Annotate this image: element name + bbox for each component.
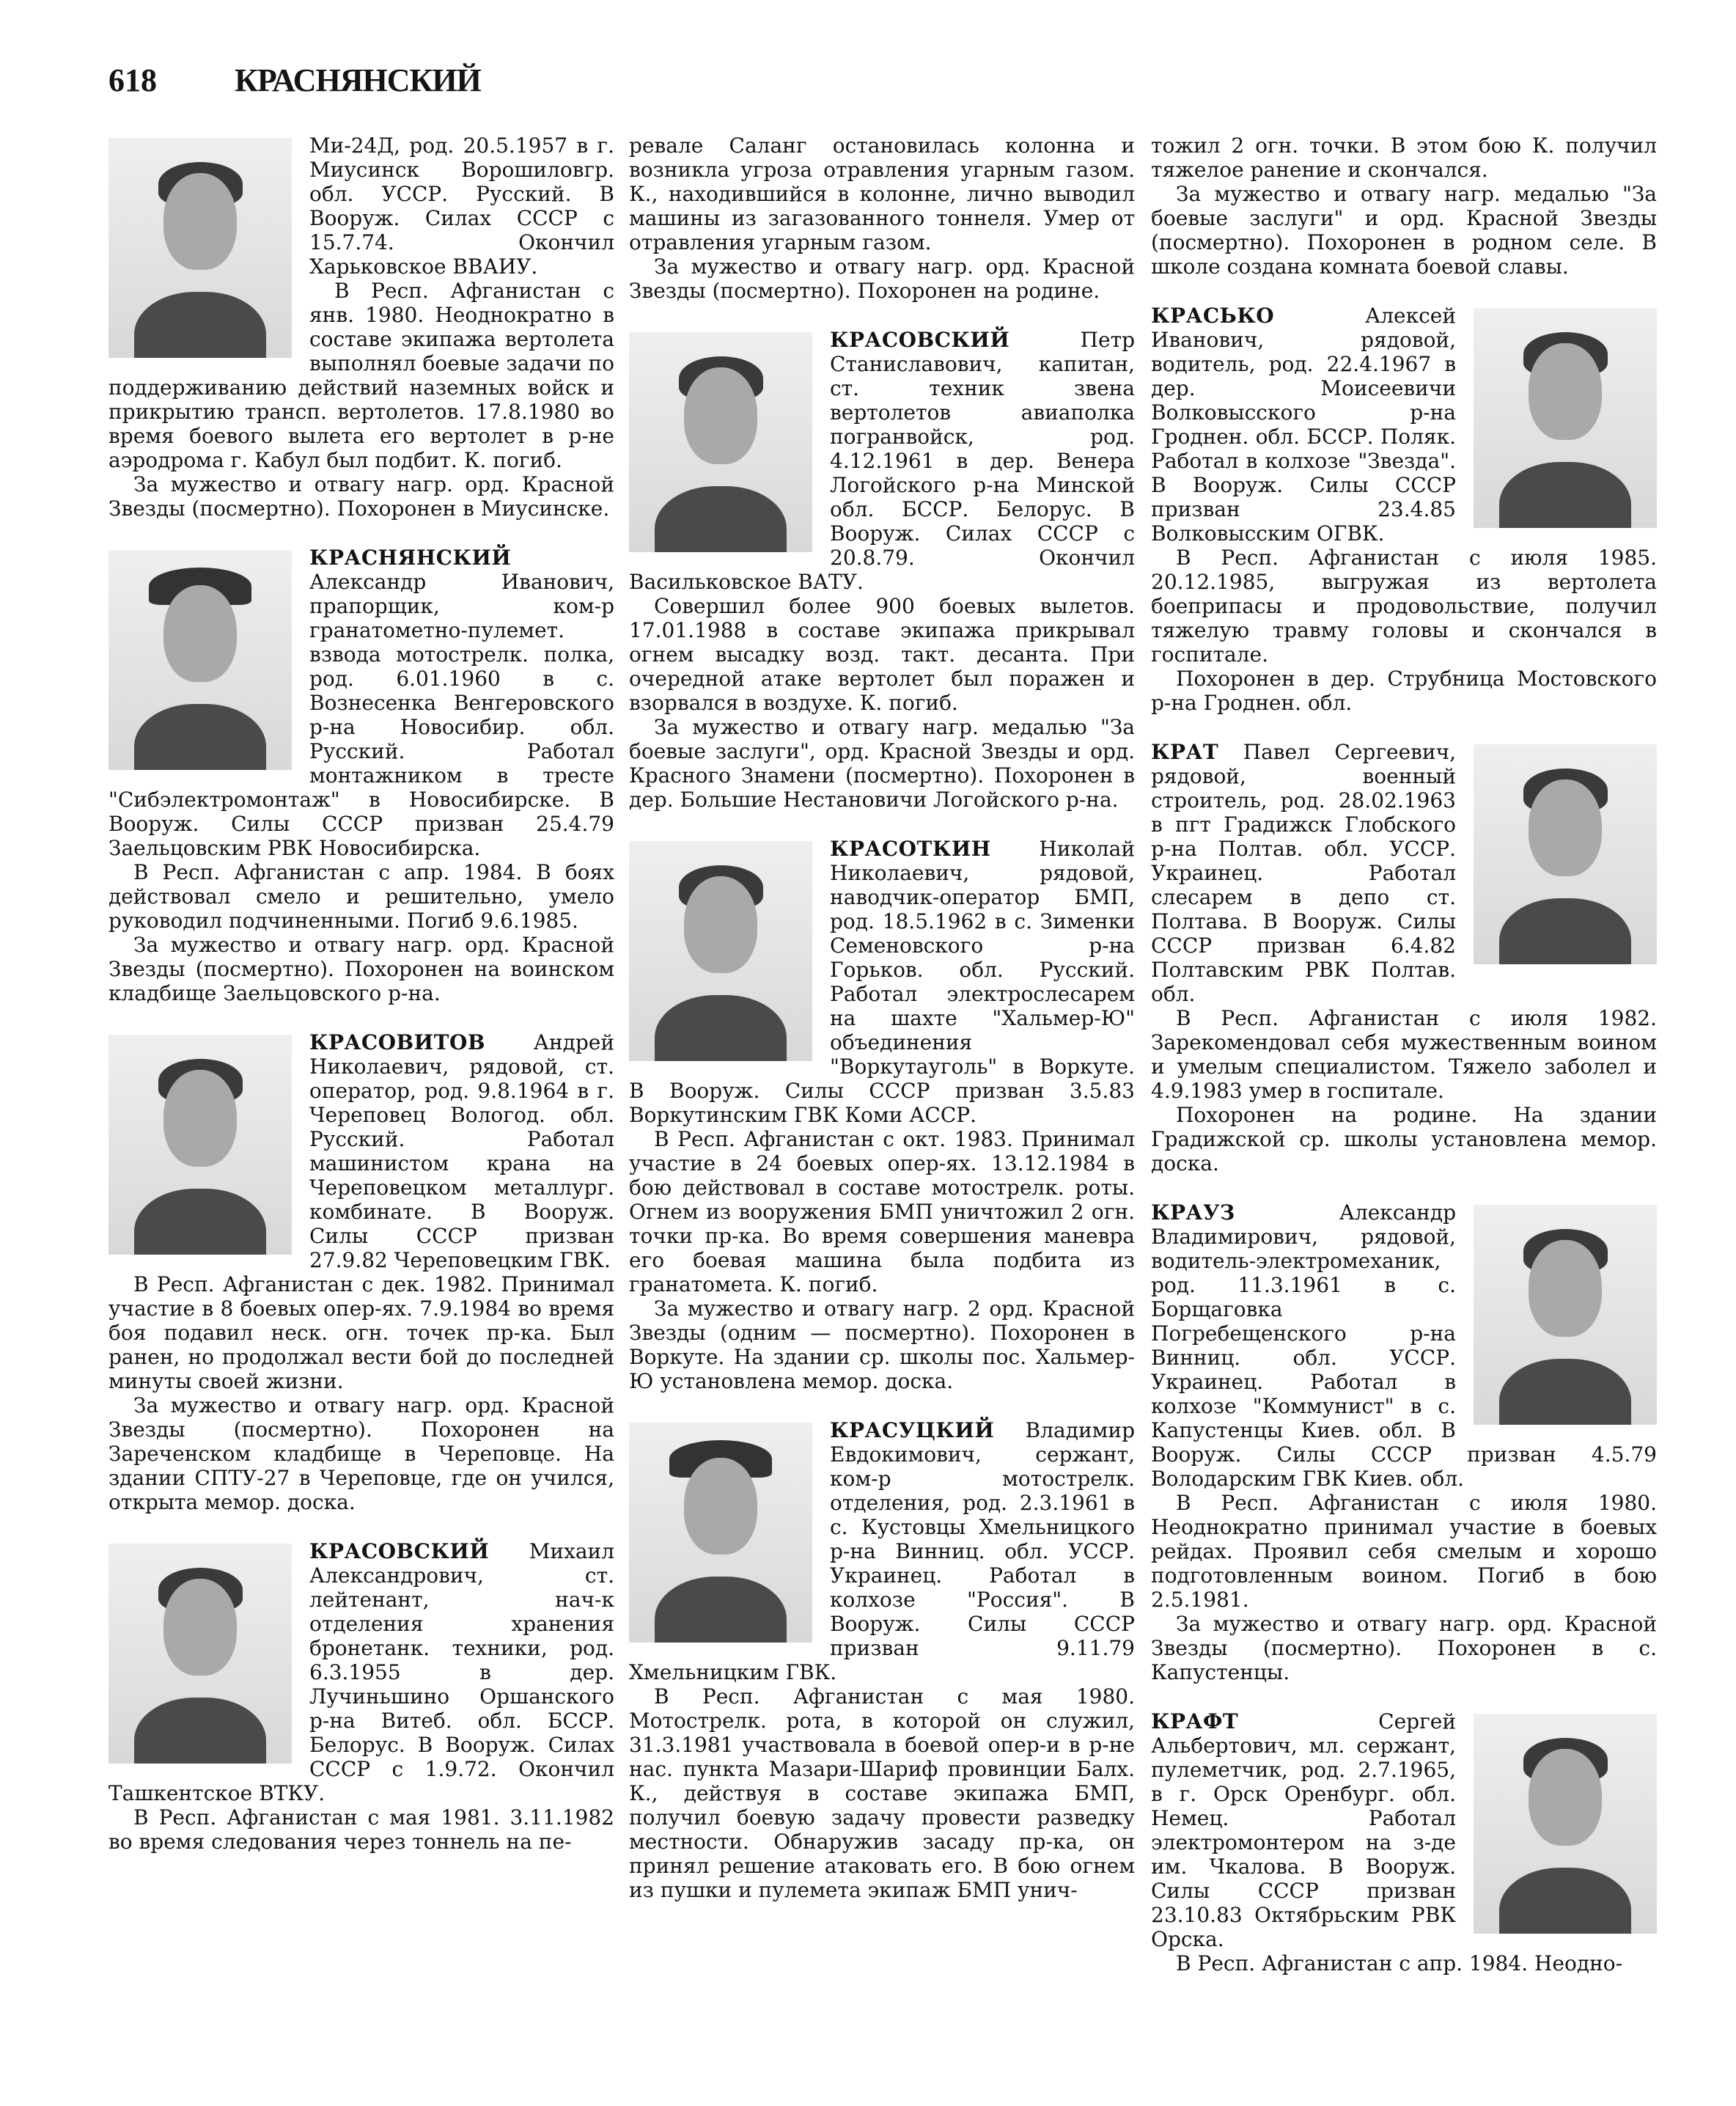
entry-surname: КРАСУЦКИЙ [830,1418,995,1442]
entry-krauz [1151,1200,1657,1684]
entry-krasutskiy [629,1418,1135,1902]
entry-award: За мужество и отвагу нагр. орд. Красной Звезды (посмертно). Похоронен на воинском кладбище Заельцовского р-на. [108,933,614,1005]
portrait-photo [1474,1714,1657,1934]
entry-award: За мужество и отвагу нагр. орд. Красной Звезды (посмертно). Похоронен на Зареченском кладбище в Череповце. На здании СПТУ-27 в Череповце, где он учился, открыта мемор. доска. [108,1393,614,1514]
entry-krasotkin [629,837,1135,1393]
continued-entry [629,133,1135,303]
entry-service: В Респ. Афганистан с мая 1980. Мотострелк. рота, в которой он служил, 31.3.1981 участвовала в боевой опер-и в р-не нас. пункта Мазари-Шариф провинции Балх. К., действуя в составе экипажа БМП, получил боевую задачу провести разведку местности. Обнаружив засаду пр-ка, он принял решение атаковать его. В бою огнем из пушки и пулемета экипаж БМП унич- [629,1684,1135,1902]
entry-krasko [1151,304,1657,715]
entry-award: За мужество и отвагу нагр. орд. Красной Звезды (посмертно). Похоронен в с. Капустенцы. [1151,1612,1657,1684]
entry-surname: КРАУЗ [1151,1200,1235,1225]
continued-entry [108,133,614,521]
entry-surname: КРАСОВСКИЙ [830,328,1010,352]
portrait-photo [108,550,292,770]
entry-krasovskiy-p [629,328,1135,812]
entry-service: В Респ. Афганистан с янв. 1980. Неоднократно в составе экипажа вертолета выполнял боевые задачи по поддерживанию действий наземных войск и прикрытию трансп. вертолетов. 17.8.1980 во время боевого вылета его вертолет в р-не аэродрома г. Кабул был подбит. К. погиб. [108,279,614,472]
entry-krasnyanskiy [108,546,614,1005]
entry-bio: КРАСОТКИН Николай Николаевич, рядовой, наводчик-оператор БМП, род. 18.5.1962 в с. Зименки Семеновского р-на Горьков. обл. Русский. Работал электрослесарем на шахте "Хальмер-Ю" объединения "Воркутауголь" в Воркуте. В Вооруж. Силы СССР призван 3.5.83 Воркутинским ГВК Коми АССР. [629,837,1135,1127]
entry-krasovitov [108,1030,614,1514]
running-head: КРАСНЯНСКИЙ [235,62,481,98]
page-number: 618 [108,62,157,98]
portrait-photo [629,841,812,1061]
entry-surname: КРАСЬКО [1151,304,1275,328]
entry-service: В Респ. Афганистан с июля 1980. Неоднократно принимал участие в боевых рейдах. Проявил себя смелым и хорошо подготовленным воином. Погиб в бою 2.5.1981. [1151,1491,1657,1612]
entry-service: В Респ. Афганистан с июля 1985. 20.12.1985, выгружая из вертолета боеприпасы и продовольствие, получил тяжелую травму головы и скончался в госпитале. [1151,546,1657,667]
entry-surname: КРАТ [1151,740,1219,764]
entry-award: Похоронен в дер. Струбница Мостовского р-на Гроднен. обл. [1151,667,1657,715]
entry-award: За мужество и отвагу нагр. орд. Красной Звезды (посмертно). Похоронен на родине. [629,254,1135,303]
entry-service: В Респ. Афганистан с мая 1981. 3.11.1982 во время следования через тоннель на пе- [108,1805,614,1854]
entry-kraft [1151,1709,1657,1975]
column-1 [108,133,614,1879]
entry-service: В Респ. Афганистан с дек. 1982. Принимал участие в 8 боевых опер-ях. 7.9.1984 во время боя подавил неск. огн. точек пр-ка. Был ранен, но продолжал вести бой до последней минуты своей жизни. [108,1272,614,1393]
portrait-photo [1474,1205,1657,1425]
entry-service: Совершил более 900 боевых вылетов. 17.01.1988 в составе экипажа прикрывал огнем высадку возд. такт. десанта. При очередной атаке вертолет был поражен и взорвался в воздухе. К. погиб. [629,594,1135,715]
entry-award: За мужество и отвагу нагр. медалью "За боевые заслуги", орд. Красной Звезды и орд. Красного Знамени (посмертно). Похоронен в дер. Большие Нестановичи Логойского р-на. [629,715,1135,812]
portrait-photo [1474,308,1657,528]
entry-bio: КРАСОВСКИЙ Петр Станиславович, капитан, ст. техник звена вертолетов авиаполка погранвойск, род. 4.12.1961 в дер. Венера Логойского р-на Минской обл. БССР. Белорус. В Вооруж. Силах СССР с 20.8.79. Окончил Васильковское ВАТУ. [629,328,1135,594]
entry-bio: КРАСНЯНСКИЙ Александр Иванович, прапорщик, ком-р гранатометно-пулемет. взвода мотострелк. полка, род. 6.01.1960 в с. Вознесенка Венгеровского р-на Новосибир. обл. Русский. Работал монтажником в тресте "Сибэлектромонтаж" в Новосибирске. В Вооруж. Силы СССР призван 25.4.79 Заельцовским РВК Новосибирска. [108,546,614,860]
entry-krasovskiy-m [108,1539,614,1854]
entry-award: Похоронен на родине. На здании Градижской ср. школы установлена мемор. доска. [1151,1103,1657,1175]
entry-bio: КРАСУЦКИЙ Владимир Евдокимович, сержант, ком-р мотострелк. отделения, род. 2.3.1961 в с. Кустовцы Хмельницкого р-на Винниц. обл. УССР. Украинец. Работал в колхозе "Россия". В Вооруж. Силы СССР призван 9.11.79 Хмельницким ГВК. [629,1418,1135,1684]
entry-surname: КРАСОТКИН [830,837,991,861]
entry-bio: КРАФТ Сергей Альбертович, мл. сержант, пулеметчик, род. 2.7.1965, в г. Орск Оренбург. обл. Немец. Работал электромонтером на з-де им. Чкалова. В Вооруж. Силы СССР призван 23.10.83 Октябрьским РВК Орска. [1151,1709,1657,1951]
entry-bio: Ми-24Д, род. 20.5.1957 в г. Миусинск Ворошиловгр. обл. УССР. Русский. В Вооруж. Силах СССР с 15.7.74. Окончил Харьковское ВВАИУ. [108,133,614,279]
entry-service: В Респ. Афганистан с апр. 1984. Неодно- [1176,1951,1623,1975]
entry-bio: КРАТ Павел Сергеевич, рядовой, военный строитель, род. 28.02.1963 в пгт Градижск Глобского р-на Полтав. обл. УССР. Украинец. Работал слесарем в депо ст. Полтава. В Вооруж. Силы СССР призван 6.4.82 Полтавским РВК Полтав. обл. [1151,740,1657,1006]
entry-bio: тожил 2 огн. точки. В этом бою К. получил тяжелое ранение и скончался. [1151,133,1657,182]
entry-bio: КРАСОВИТОВ Андрей Николаевич, рядовой, ст. оператор, род. 9.8.1964 в г. Череповец Вологод. обл. Русский. Работал машинистом крана на Череповецком металлург. комбинате. В Вооруж. Силы СССР призван 27.9.82 Череповецким ГВК. [108,1030,614,1272]
continued-entry [1151,133,1657,279]
entry-bio: ревале Саланг остановилась колонна и возникла угроза отравления угарным газом. К., находившийся в колонне, лично выводил машины из загазованного тоннеля. Умер от отравления угарным газом. [629,133,1135,254]
entry-surname: КРАСНЯНСКИЙ [309,546,512,570]
portrait-photo [629,1423,812,1643]
portrait-photo [1474,744,1657,964]
entry-service: В Респ. Афганистан с июля 1982. Зарекомендовал себя мужественным воином и умелым специалистом. Тяжело заболел и 4.9.1983 умер в госпитале. [1151,1006,1657,1103]
entry-bio: КРАСОВСКИЙ Михаил Александрович, ст. лейтенант, нач-к отделения хранения бронетанк. техники, род. 6.3.1955 в дер. Лучиньшино Оршанского р-на Витеб. обл. БССР. Белорус. В Вооруж. Силах СССР с 1.9.72. Окончил Ташкентское ВТКУ. [108,1539,614,1805]
entry-surname: КРАСОВИТОВ [309,1030,486,1054]
portrait-photo [108,1035,292,1255]
entry-krat [1151,740,1657,1175]
entry-award: За мужество и отвагу нагр. медалью "За боевые заслуги" и орд. Красной Звезды (посмертно). Похоронен в родном селе. В школе создана комната боевой славы. [1151,182,1657,279]
entry-bio: КРАСЬКО Алексей Иванович, рядовой, водитель, род. 22.4.1967 в дер. Моисеевичи Волковысского р-на Гроднен. обл. БССР. Поляк. Работал в колхозе "Звезда". В Вооруж. Силы СССР призван 23.4.85 Волковысским ОГВК. [1151,304,1657,546]
portrait-photo [629,332,812,552]
entry-service: В Респ. Афганистан с апр. 1984. В боях действовал смело и решительно, умело руководил подчиненными. Погиб 9.6.1985. [108,860,614,933]
entry-award: За мужество и отвагу нагр. 2 орд. Красной Звезды (одним — посмертно). Похоронен в Воркуте. На здании ср. школы пос. Хальмер-Ю установлена мемор. доска. [629,1296,1135,1393]
column-3 [1151,133,1657,2000]
entry-surname: КРАФТ [1151,1709,1239,1733]
entry-award: За мужество и отвагу нагр. орд. Красной Звезды (посмертно). Похоронен в Миусинске. [108,472,614,521]
entry-surname: КРАСОВСКИЙ [309,1539,490,1563]
portrait-photo [108,1544,292,1764]
column-2 [629,133,1135,1927]
entry-bio: КРАУЗ Александр Владимирович, рядовой, водитель-электромеханик, род. 11.3.1961 в с. Борщаговка Погребещенского р-на Винниц. обл. УССР. Украинец. Работал в колхозе "Коммунист" в с. Капустенцы Киев. обл. В Вооруж. Силы СССР призван 4.5.79 Володарским ГВК Киев. обл. [1151,1200,1657,1491]
portrait-photo [108,138,292,358]
entry-service: В Респ. Афганистан с окт. 1983. Принимал участие в 24 боевых опер-ях. 13.12.1984 в бою действовал в составе мотострелк. роты. Огнем из вооружения БМП уничтожил 2 огн. точки пр-ка. Во время совершения маневра его боевая машина была подбита из гранатомета. К. погиб. [629,1127,1135,1296]
